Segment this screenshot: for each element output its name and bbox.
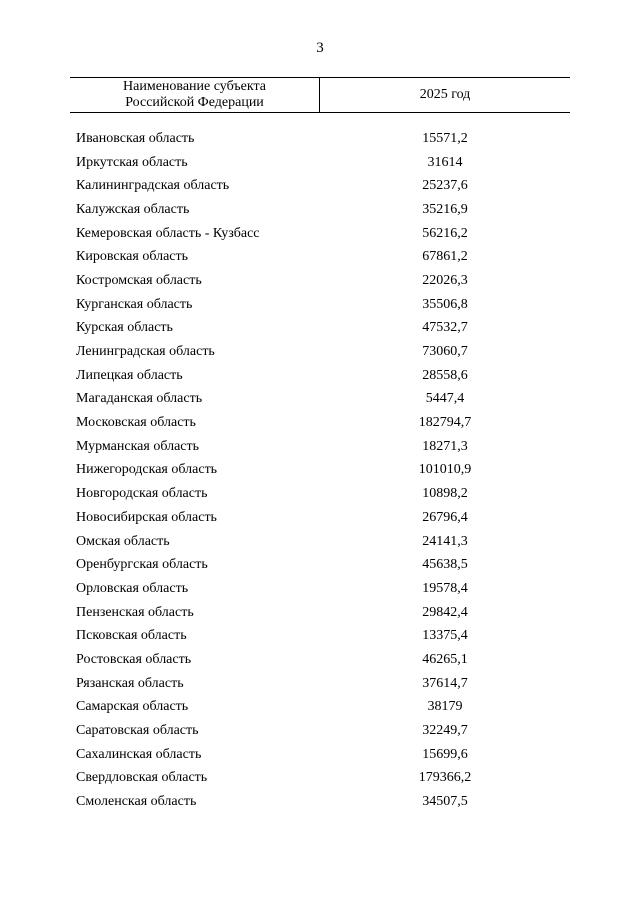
region-value: 28558,6 [422,367,468,383]
region-name: Оренбургская область [76,557,208,573]
table-row [76,293,570,317]
region-name: Омская область [76,533,170,549]
region-name: Ростовская область [76,651,192,667]
table-row [76,340,570,364]
region-value: 25237,6 [422,178,468,194]
region-name: Свердловская область [76,770,208,786]
table-row [76,364,570,388]
region-name: Пензенская область [76,604,194,620]
region-value: 38179 [427,699,463,715]
region-value: 24141,3 [422,533,468,549]
region-value: 182794,7 [418,415,472,431]
region-value: 35506,8 [422,296,468,312]
region-value: 179366,2 [418,770,472,786]
table-row [76,530,570,554]
table-header [70,77,570,113]
table-row [76,482,570,506]
region-value: 29842,4 [422,604,468,620]
region-name: Смоленская область [76,794,197,810]
region-name: Псковская область [76,628,187,644]
column-header-region [70,78,320,112]
table-row [76,601,570,625]
table-row [76,174,570,198]
region-value: 35216,9 [422,201,468,217]
table-row [76,577,570,601]
region-value: 5447,4 [425,391,465,407]
table-row [76,245,570,269]
region-name: Липецкая область [76,367,183,383]
region-value: 32249,7 [422,723,468,739]
region-value: 56216,2 [422,225,468,241]
region-value: 46265,1 [422,651,468,667]
region-name: Курская область [76,320,173,336]
region-name: Иркутская область [76,154,188,170]
region-name: Калужская область [76,201,190,217]
region-value: 22026,3 [422,272,468,288]
table-row [76,222,570,246]
region-name: Кемеровская область - Кузбасс [76,225,260,241]
region-name: Рязанская область [76,675,184,691]
region-value: 73060,7 [422,344,468,360]
region-value: 18271,3 [422,438,468,454]
table-row [76,198,570,222]
region-value: 15699,6 [422,746,468,762]
region-value: 10898,2 [422,486,468,502]
region-name: Орловская область [76,580,189,596]
table-row [76,767,570,791]
region-name: Сахалинская область [76,746,202,762]
region-value: 31614 [427,154,463,170]
region-value: 15571,2 [422,130,468,146]
region-name: Московская область [76,415,196,431]
region-value: 26796,4 [422,509,468,525]
table-row [76,790,570,814]
region-value: 13375,4 [422,628,468,644]
region-name: Ивановская область [76,130,195,146]
table-row [76,411,570,435]
table-body [76,127,570,814]
table-row [76,151,570,175]
region-name: Нижегородская область [76,462,218,478]
table-row [76,672,570,696]
region-name: Калининградская область [76,178,230,194]
region-name: Ленинградская область [76,344,215,360]
table-row [76,648,570,672]
region-name: Мурманская область [76,438,200,454]
table-row [76,459,570,483]
table-row [76,317,570,341]
column-header-year: 2025 год [419,87,471,102]
column-header-region-line2: Российской Федерации [125,95,264,110]
column-header-region-line1: Наименование субъекта [123,79,266,94]
region-name: Новгородская область [76,486,208,502]
region-name: Новосибирская область [76,509,217,525]
region-value: 34507,5 [422,794,468,810]
table-row [76,553,570,577]
table-row [76,506,570,530]
table-row [76,435,570,459]
table-row [76,743,570,767]
table-row [76,269,570,293]
table-row [76,388,570,412]
region-value: 47532,7 [422,320,468,336]
region-name: Магаданская область [76,391,203,407]
region-name: Самарская область [76,699,189,715]
region-name: Кировская область [76,249,189,265]
table-row [76,696,570,720]
region-name: Саратовская область [76,723,199,739]
region-value: 67861,2 [422,249,468,265]
table-row [76,719,570,743]
region-value: 37614,7 [422,675,468,691]
table-row [76,624,570,648]
table-row [76,127,570,151]
region-name: Костромская область [76,272,202,288]
region-name: Курганская область [76,296,193,312]
page-number: 3 [316,40,324,56]
region-value: 101010,9 [418,462,472,478]
region-value: 19578,4 [422,580,468,596]
region-value: 45638,5 [422,557,468,573]
